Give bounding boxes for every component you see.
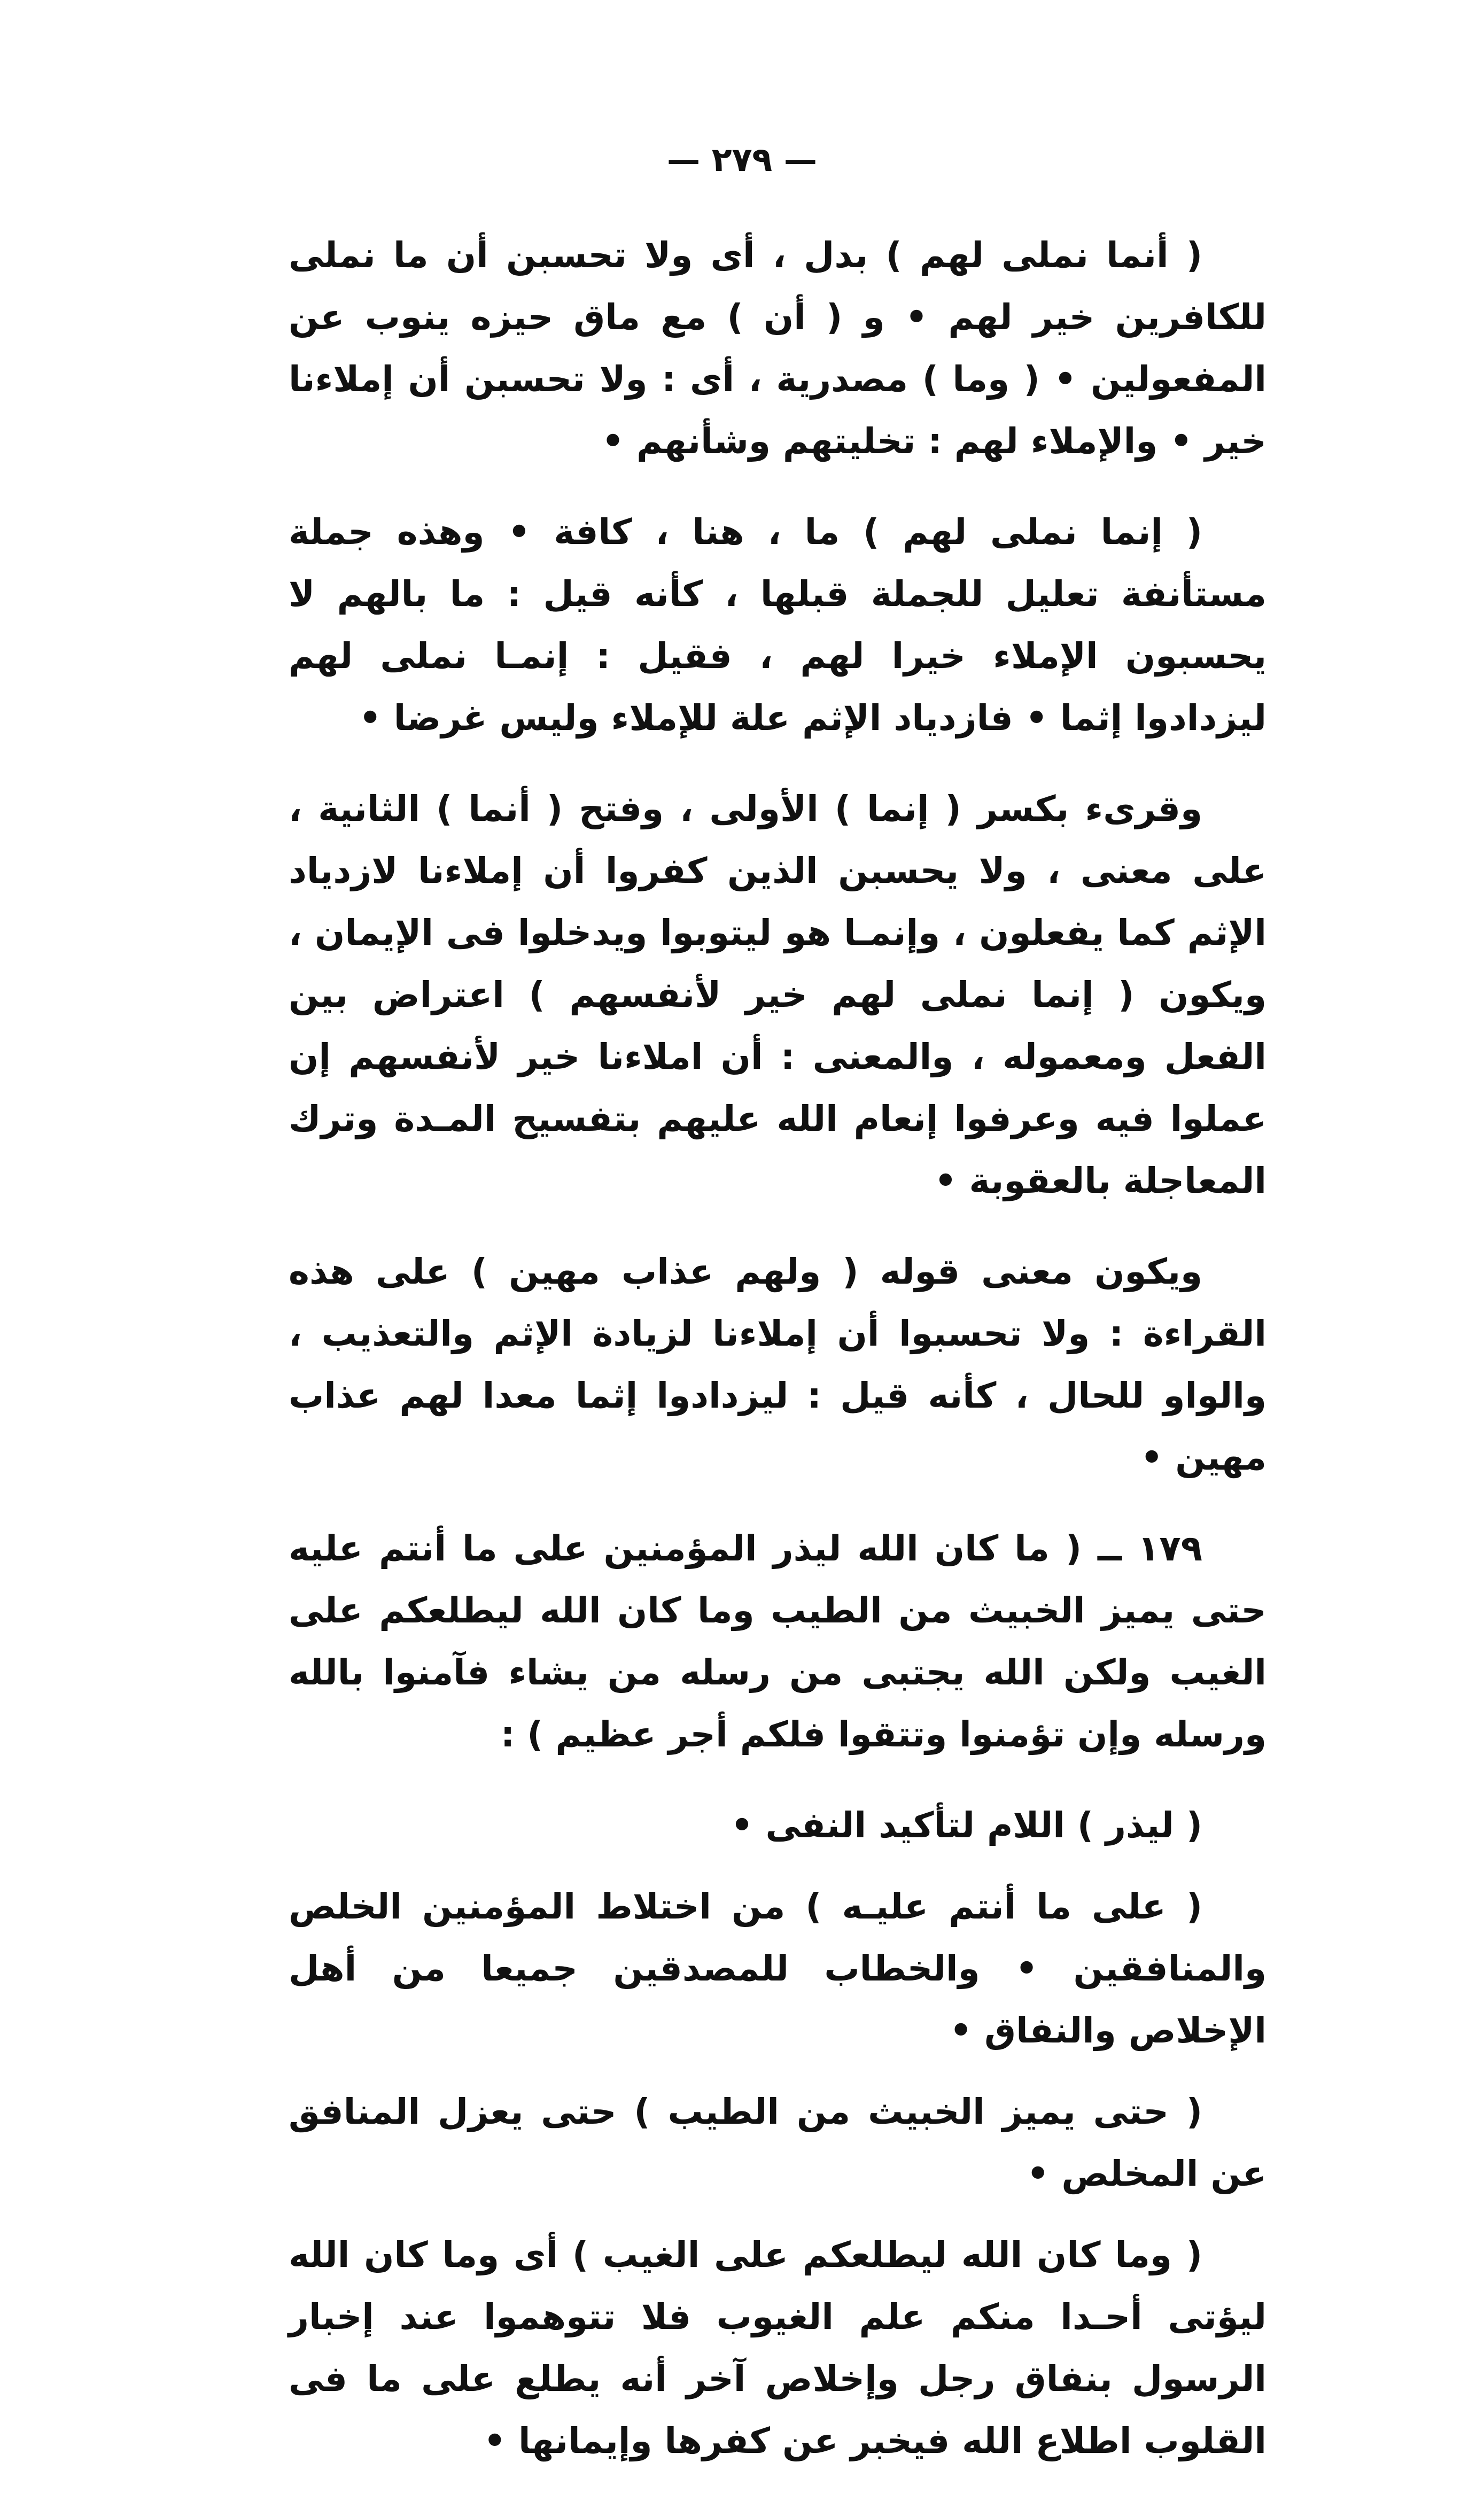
page-number: — ٢٧٩ — bbox=[667, 140, 817, 179]
document-body bbox=[289, 224, 1267, 2501]
paragraph: وقرىء بكسر ( إنما ) الأولى ، وفتح ( أنما ) الثانية ، على معنى ، ولا يحسبن الذين كفروا أن إملاءنا لازدياد الإثم كما يفعلون ، وإنمـا هو ليتوبوا ويدخلوا فى الإيمان ، ويكون ( إنما نملى لهم خير لأنفسهم ) اعتراض بين الفعل ومعموله ، والمعنى : أن املاءنا خير لأنفسهم إن عملوا فيه وعرفوا إنعام الله عليهم بتفسيح المـدة وترك المعاجلة بالعقوبة • bbox=[289, 788, 1267, 1201]
paragraph: ( ليذر ) اللام لتأكيد النفى • bbox=[731, 1805, 1202, 1846]
paragraph: ( حتى يميز الخبيث من الطيب ) حتى يعزل المنافق عن المخلص • bbox=[289, 2091, 1267, 2194]
verse-heading: ١٧٩ ــ ( ما كان الله ليذر المؤمنين على ما أنتم عليه حتى يميز الخبيث من الطيب وما كان الله ليطلعكم على الغيب ولكن الله يجتبى من رسله من يشاء فآمنوا بالله ورسله وإن تؤمنوا وتتقوا فلكم أجر عظيم ) : bbox=[289, 1528, 1267, 1755]
paragraph: ( وما كان الله ليطلعكم على الغيب ) أى وما كان الله ليؤتى أحـدا منكم علم الغيوب فلا تتوهموا عند إخبار الرسول بنفاق رجل وإخلاص آخر أنه يطلع على ما فى القلوب اطلاع الله فيخبر عن كفرها وإيمانها • bbox=[289, 2234, 1267, 2461]
paragraph: ويكون معنى قوله ( ولهم عذاب مهين ) على هذه القراءة : ولا تحسبوا أن إملاءنا لزيادة الإثم والتعذيب ، والواو للحال ، كأنه قيل : ليزدادوا إثما معدا لهم عذاب مهين • bbox=[289, 1251, 1267, 1478]
paragraph: ( إنما نملى لهم ) ما ، هنا ، كافة • وهذه جملة مستأنفة تعليل للجملة قبلها ، كأنه قيل : ما بالهم لا يحسبون الإملاء خيرا لهم ، فقيل : إنمـا نملى لهم ليزدادوا إثما • فازدياد الإثم علة للإملاء وليس غرضا • bbox=[289, 511, 1267, 739]
paragraph: ( أنما نملى لهم ) بدل ، أى ولا تحسبن أن ما نملى للكافرين خير لهم • و ( أن ) مع ماق حيزه ينوب عن المفعولين • ( وما ) مصدرية ، أى : ولا تحسبن أن إملاءنا خير • والإملاء لهم : تخليتهم وشأنهم • bbox=[289, 235, 1267, 462]
paragraph: ( على ما أنتم عليـه ) من اختلاط المؤمنين الخلص والمنافقين • والخطاب للمصدقين جميعا من أهل الإخلاص والنفاق • bbox=[289, 1886, 1267, 2051]
